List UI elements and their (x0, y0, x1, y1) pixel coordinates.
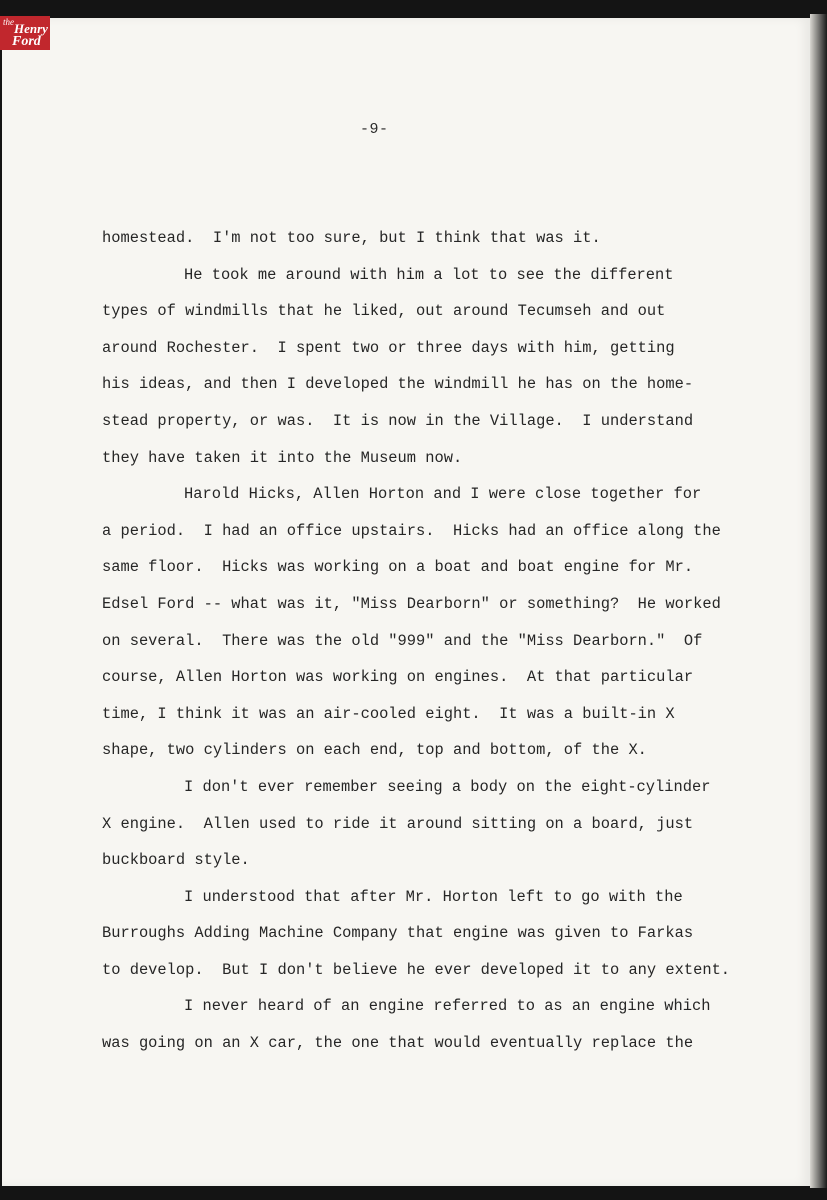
text-line: stead property, or was. It is now in the Village. I understand (102, 411, 694, 430)
text-line: I understood that after Mr. Horton left to go with the (184, 887, 683, 906)
text-line: buckboard style. (102, 851, 250, 870)
page-edge-shadow (810, 14, 827, 1188)
text-line: his ideas, and then I developed the windmill he has on the home- (102, 375, 694, 394)
document-page (2, 18, 810, 1186)
text-line: homestead. I'm not too sure, but I think that was it. (102, 229, 601, 247)
text-line: I never heard of an engine referred to as an engine which (184, 997, 711, 1016)
logo-henry: Henry (14, 21, 48, 36)
transcript-body (102, 220, 742, 1062)
text-line: time, I think it was an air-cooled eight. It was a built-in X (102, 704, 675, 723)
logo-the: the (3, 17, 14, 27)
text-line: Edsel Ford -- what was it, "Miss Dearborn" or something? He worked (102, 594, 721, 613)
text-line: Burroughs Adding Machine Company that engine was given to Farkas (102, 924, 694, 943)
text-line: I don't ever remember seeing a body on the eight-cylinder (184, 777, 711, 796)
text-line: shape, two cylinders on each end, top and bottom, of the X. (102, 741, 647, 760)
text-line: same floor. Hicks was working on a boat and boat engine for Mr. (102, 558, 694, 577)
text-line: course, Allen Horton was working on engines. At that particular (102, 668, 694, 687)
text-line: to develop. But I don't believe he ever developed it to any extent. (102, 960, 731, 979)
text-line: Harold Hicks, Allen Horton and I were close together for (184, 485, 702, 504)
text-line: they have taken it into the Museum now. (102, 448, 463, 467)
text-line: was going on an X car, the one that would eventually replace the (102, 1034, 694, 1053)
text-line: on several. There was the old "999" and the "Miss Dearborn." Of (102, 631, 703, 650)
text-line: a period. I had an office upstairs. Hicks had an office along the (102, 521, 721, 540)
text-line: types of windmills that he liked, out around Tecumseh and out (102, 302, 666, 321)
henry-ford-logo (0, 16, 50, 50)
logo-ford: Ford (12, 34, 41, 49)
page-number: -9- (360, 121, 389, 138)
text-line: X engine. Allen used to ride it around sitting on a board, just (102, 814, 694, 833)
text-line: around Rochester. I spent two or three days with him, getting (102, 338, 675, 357)
text-line: He took me around with him a lot to see the different (184, 265, 674, 284)
